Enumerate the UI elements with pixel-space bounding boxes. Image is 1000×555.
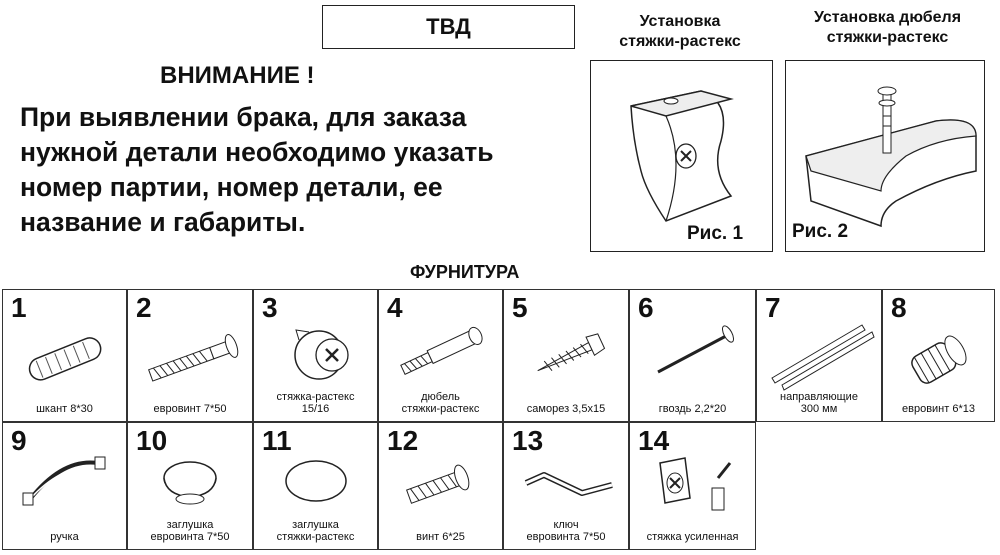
part-name: дюбель стяжки-растекс bbox=[401, 391, 480, 415]
part-name: ручка bbox=[50, 531, 79, 543]
cam-lock-install-illustration bbox=[591, 61, 771, 251]
figure-2-caption bbox=[790, 8, 985, 48]
notice-text bbox=[20, 100, 580, 240]
figure-1-panel bbox=[590, 60, 773, 252]
part-name: евровинт 7*50 bbox=[153, 403, 227, 415]
figure-1-label: Рис. 1 bbox=[687, 223, 744, 244]
part-card bbox=[127, 289, 253, 422]
part-card bbox=[378, 289, 503, 422]
part-number: 1 bbox=[11, 292, 27, 323]
notice-line: При выявлении брака, для заказа bbox=[20, 102, 467, 132]
part-number: 2 bbox=[136, 292, 152, 323]
part-number: 6 bbox=[638, 292, 654, 323]
notice-line: номер партии, номер детали, ее bbox=[20, 172, 443, 202]
figure-1-caption-line: Установка bbox=[639, 13, 721, 30]
notice-line: название и габариты. bbox=[20, 207, 306, 237]
part-card bbox=[629, 289, 756, 422]
section-title: ФУРНИТУРА bbox=[410, 262, 520, 282]
part-number: 7 bbox=[765, 292, 781, 323]
part-name: саморез 3,5х15 bbox=[526, 403, 606, 415]
notice-line: нужной детали необходимо указать bbox=[20, 137, 494, 167]
part-name: шкант 8*30 bbox=[36, 403, 93, 415]
figure-2-caption-line: Установка дюбеля bbox=[813, 9, 962, 26]
part-card bbox=[253, 289, 378, 422]
part-name: евровинт 6*13 bbox=[902, 403, 975, 415]
part-number: 12 bbox=[387, 425, 419, 456]
part-card bbox=[756, 289, 882, 422]
part-card bbox=[503, 289, 629, 422]
part-name: винт 6*25 bbox=[416, 531, 465, 543]
part-name: гвоздь 2,2*20 bbox=[658, 403, 727, 415]
part-card bbox=[629, 422, 756, 550]
figure-2-label: Рис. 2 bbox=[792, 221, 849, 242]
part-number: 14 bbox=[638, 425, 670, 456]
part-card bbox=[503, 422, 629, 550]
part-name: стяжка-растекс 15/16 bbox=[276, 391, 355, 415]
part-number: 5 bbox=[512, 292, 528, 323]
part-card bbox=[378, 422, 503, 550]
part-name: ключ евровинта 7*50 bbox=[526, 519, 606, 543]
figure-2-panel bbox=[785, 60, 985, 252]
part-number: 10 bbox=[136, 425, 168, 456]
part-number: 11 bbox=[262, 425, 292, 456]
part-number: 9 bbox=[11, 425, 27, 456]
part-number: 8 bbox=[891, 292, 907, 323]
part-name: стяжка усиленная bbox=[646, 531, 739, 543]
part-number: 3 bbox=[262, 292, 278, 323]
part-name: заглушка евровинта 7*50 bbox=[150, 519, 230, 543]
figure-1-caption-line: стяжки-растекс bbox=[619, 33, 741, 50]
part-card bbox=[2, 422, 127, 550]
figure-2-caption-line: стяжки-растекс bbox=[826, 29, 949, 46]
part-card bbox=[2, 289, 127, 422]
part-name: заглушка стяжки-растекс bbox=[276, 519, 355, 543]
part-name: направляющие 300 мм bbox=[780, 391, 858, 415]
notice-heading: ВНИМАНИЕ ! bbox=[160, 62, 315, 89]
document-title: ТВД bbox=[322, 5, 575, 49]
part-card bbox=[253, 422, 378, 550]
figure-1-caption bbox=[590, 12, 770, 52]
part-card bbox=[127, 422, 253, 550]
part-card bbox=[882, 289, 995, 422]
part-number: 13 bbox=[512, 425, 544, 456]
part-number: 4 bbox=[387, 292, 403, 323]
